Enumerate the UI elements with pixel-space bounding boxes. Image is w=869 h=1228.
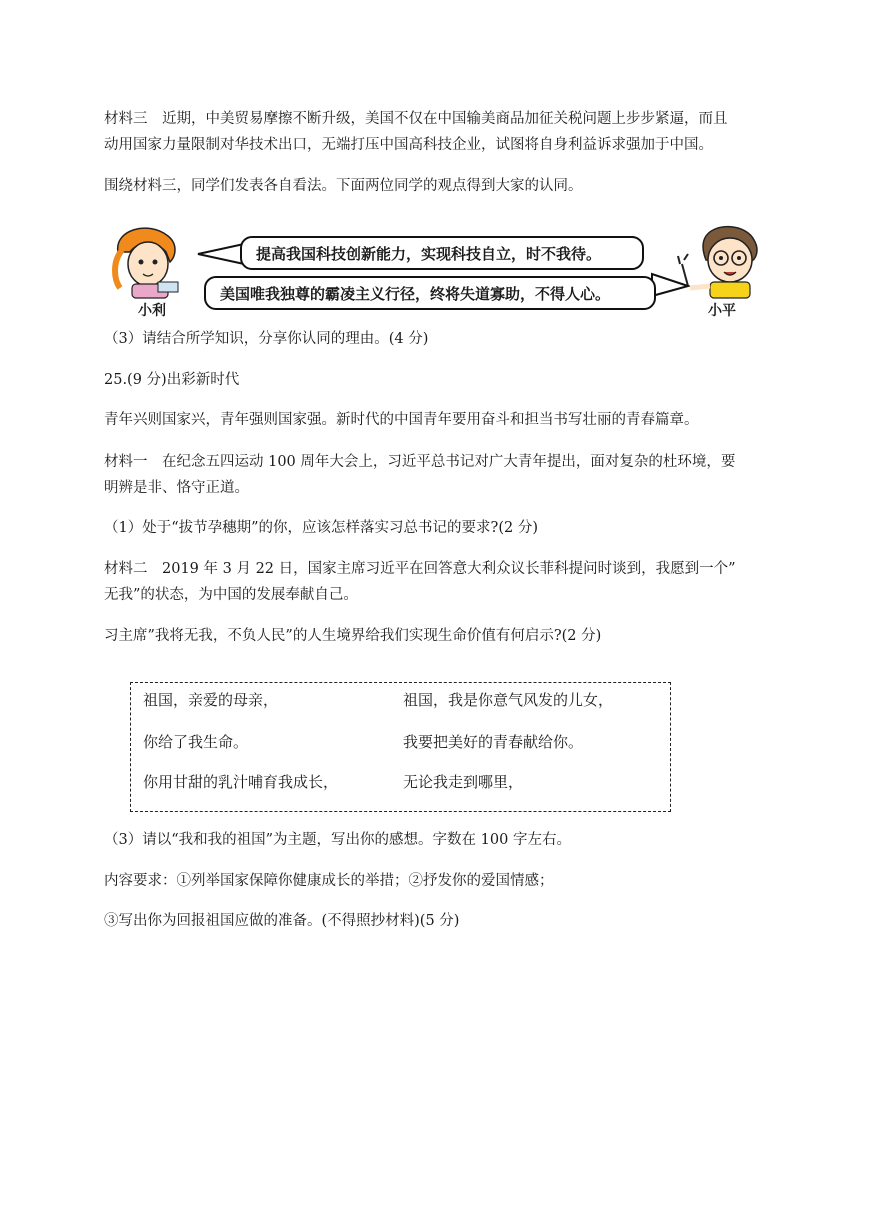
intro-text: 围绕材料三，同学们发表各自看法。下面两位同学的观点得到大家的认同。 [104,178,583,194]
poem-left-line-3: 你用甘甜的乳汁哺育我成长， [143,773,339,791]
bubble-tail-left [196,240,246,270]
material-1-line-1: 材料一 在纪念五四运动 100 周年大会上，习近平总书记对广大青年提出，面对复杂的杜环境，要 [104,454,736,470]
question-1: （1）处于“拔节孕穗期”的你，应该怎样落实习总书记的要求?(2 分) [104,520,538,536]
question-25-title: 25.(9 分)出彩新时代 [104,372,240,388]
speech-text-top: 提高我国科技创新能力，实现科技自立，时不我待。 [256,244,602,263]
girl-figure [108,222,194,300]
content-requirement-1: 内容要求：①列举国家保障你健康成长的举措；②抒发你的爱国情感； [104,873,554,889]
poem-left-line-1: 祖国，亲爱的母亲， [143,691,279,709]
question-3-essay: （3）请以“我和我的祖国”为主题，写出你的感想。字数在 100 字左右。 [104,832,571,848]
question-2: 习主席”我将无我，不负人民”的人生境界给我们实现生命价值有何启示?(2 分) [104,628,602,644]
poem-right-line-2: 我要把美好的青春献给你。 [403,733,584,751]
content-requirement-2: ③写出你为回报祖国应做的准备。(不得照抄材料)(5 分) [104,913,460,929]
material-2-line-1: 材料二 2019 年 3 月 22 日，国家主席习近平在回答意大利众议长菲科提问时谈到，我愿到一个” [104,561,736,577]
bubble-tail-right [650,270,690,300]
question-3: （3）请结合所学知识，分享你认同的理由。(4 分) [104,331,429,347]
material-1-line-2: 明辨是非、恪守正道。 [104,480,249,496]
right-character-name: 小平 [708,303,736,319]
poem-box [130,682,671,812]
material-3-line-1: 材料三 近期，中美贸易摩擦不断升级，美国不仅在中国输美商品加征关税问题上步步紧逼，而且 [104,111,728,127]
youth-statement: 青年兴则国家兴，青年强则国家强。新时代的中国青年要用奋斗和担当书写壮丽的青春篇章。 [104,412,699,428]
material-3-line-2: 动用国家力量限制对华技术出口，无端打压中国高科技企业，试图将自身利益诉求强加于中国。 [104,137,713,153]
speech-bubble-top [240,236,644,270]
poem-right-line-1: 祖国，我是你意气风发的儿女， [403,691,614,709]
speech-bubble-bottom [204,276,656,310]
poem-right-line-3: 无论我走到哪里， [403,773,524,791]
material-2-line-2: 无我”的状态，为中国的发展奉献自己。 [104,587,358,603]
speech-text-bottom: 美国唯我独尊的霸凌主义行径，终将失道寡助，不得人心。 [220,284,611,303]
poem-left-line-2: 你给了我生命。 [143,733,249,751]
left-character-name: 小利 [138,303,166,319]
